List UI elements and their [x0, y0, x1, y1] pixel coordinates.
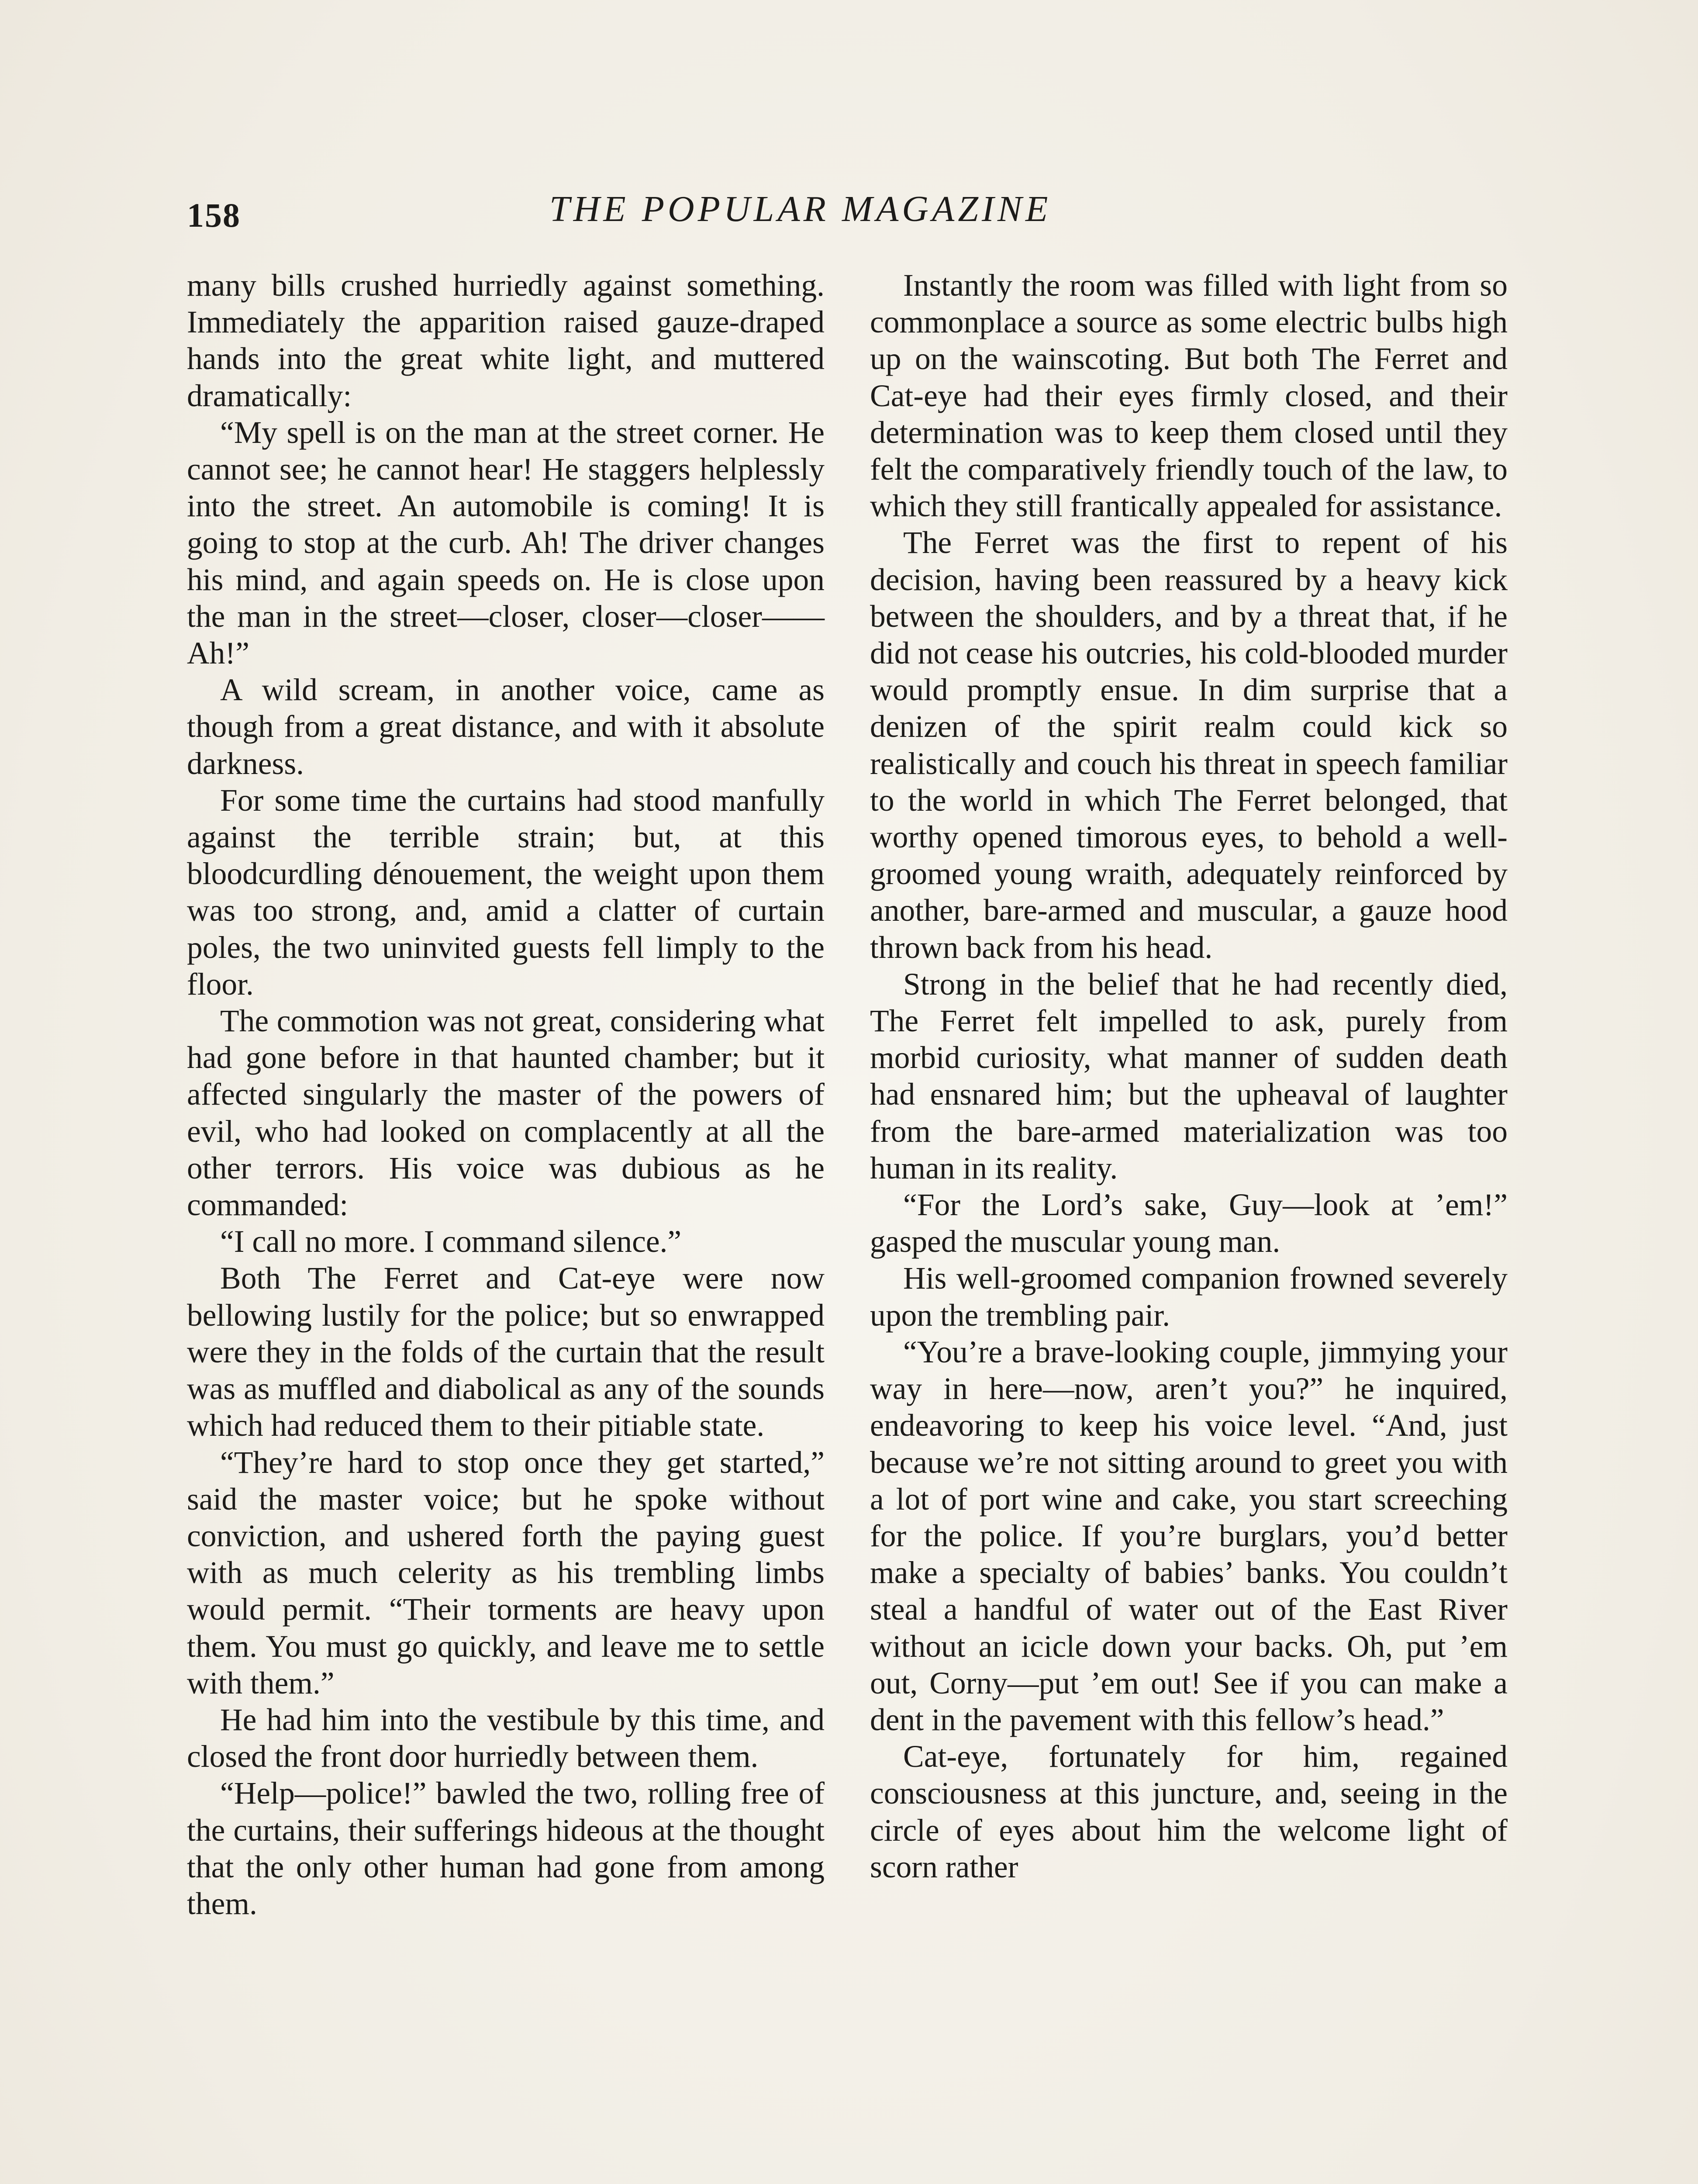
paragraph: Strong in the belief that he had recently died, The Ferret felt impelled to ask, purely from morbid curiosity, what manner of sudden death had ensnared him; but the upheaval of laughter from the bare-armed materialization was too human in its reality.	[870, 967, 1508, 1185]
paragraph: Cat-eye, fortunately for him, regained consciousness at this juncture, and, seeing in the circle of eyes about him the welcome light of scorn rather	[870, 1739, 1508, 1884]
paragraph: His well-groomed companion frowned severely upon the trembling pair.	[870, 1261, 1508, 1333]
paragraph: “You’re a brave-looking couple, jimmying your way in here—now, aren’t you?” he inquired, endeavoring to keep his voice level. “And, just because we’re not sitting around to greet you with a lot of port wine and cake, you start screeching for the police. If you’re burglars, you’d better make a specialty of babies’ banks. You couldn’t steal a handful of water out of the East River without an icicle down your backs. Oh, put ’em out, Corny—put ’em out! See if you can make a dent in the pavement with this fellow’s head.”	[870, 1334, 1508, 1737]
paragraph: For some time the curtains had stood manfully against the terrible strain; but, at this bloodcurdling dénouement, the weight upon them was too strong, and, amid a clatter of curtain poles, the two uninvited guests fell limply to the floor.	[187, 783, 825, 1002]
paragraph: Both The Ferret and Cat-eye were now bellowing lustily for the police; but so enwrapped were they in the folds of the curtain that the result was as muffled and diabolical as any of the sounds which had reduced them to their pitiable state.	[187, 1261, 825, 1443]
page-number: 158	[187, 196, 241, 234]
paragraph: many bills crushed hurriedly against something. Immediately the apparition raised gauze-draped hands into the great white light, and muttered dramatically:	[187, 268, 825, 413]
paragraph: “For the Lord’s sake, Guy—look at ’em!” gasped the muscular young man.	[870, 1188, 1508, 1259]
paragraph: A wild scream, in another voice, came as though from a great distance, and with it absolute darkness.	[187, 673, 825, 781]
paragraph: The Ferret was the first to repent of his decision, having been reassured by a heavy kick between the shoulders, and by a threat that, if he did not cease his outcries, his cold-blooded murder would promptly ensue. In dim surprise that a denizen of the spirit realm could kick so realistically and couch his threat in speech familiar to the world in which The Ferret belonged, that worthy opened timorous eyes, to behold a well-groomed young wraith, adequately reinforced by another, bare-armed and muscular, a gauze hood thrown back from his head.	[870, 525, 1508, 965]
paragraph: Instantly the room was filled with light from so commonplace a source as some electric bulbs high up on the wainscoting. But both The Ferret and Cat-eye had their eyes firmly closed, and their determination was to keep them closed until they felt the comparatively friendly touch of the law, to which they still frantically appealed for assistance.	[870, 268, 1508, 524]
paragraph: “I call no more. I command silence.”	[220, 1224, 682, 1259]
paragraph: “My spell is on the man at the street corner. He cannot see; he cannot hear! He staggers helplessly into the street. An automobile is coming! It is going to stop at the curb. Ah! The driver changes his mind, and again speeds on. He is close upon the man in the street—closer, closer—closer—— Ah!”	[187, 415, 825, 671]
paragraph: The commotion was not great, considering what had gone before in that haunted chamber; but it affected singularly the master of the powers of evil, who had looked on complacently at all the other terrors. His voice was dubious as he commanded:	[187, 1004, 825, 1223]
left-column	[187, 267, 825, 1922]
paragraph: He had him into the vestibule by this time, and closed the front door hurriedly between them.	[187, 1702, 825, 1774]
right-column	[870, 267, 1508, 1886]
paragraph: “Help—police!” bawled the two, rolling free of the curtains, their sufferings hideous at the thought that the only other human had gone from among them.	[187, 1776, 825, 1921]
paragraph: “They’re hard to stop once they get started,” said the master voice; but he spoke without conviction, and ushered forth the paying guest with as much celerity as his trembling limbs would permit. “Their torments are heavy upon them. You must go quickly, and leave me to settle with them.”	[187, 1445, 825, 1700]
running-head: THE POPULAR MAGAZINE	[549, 189, 1052, 229]
page-header	[187, 188, 1511, 236]
